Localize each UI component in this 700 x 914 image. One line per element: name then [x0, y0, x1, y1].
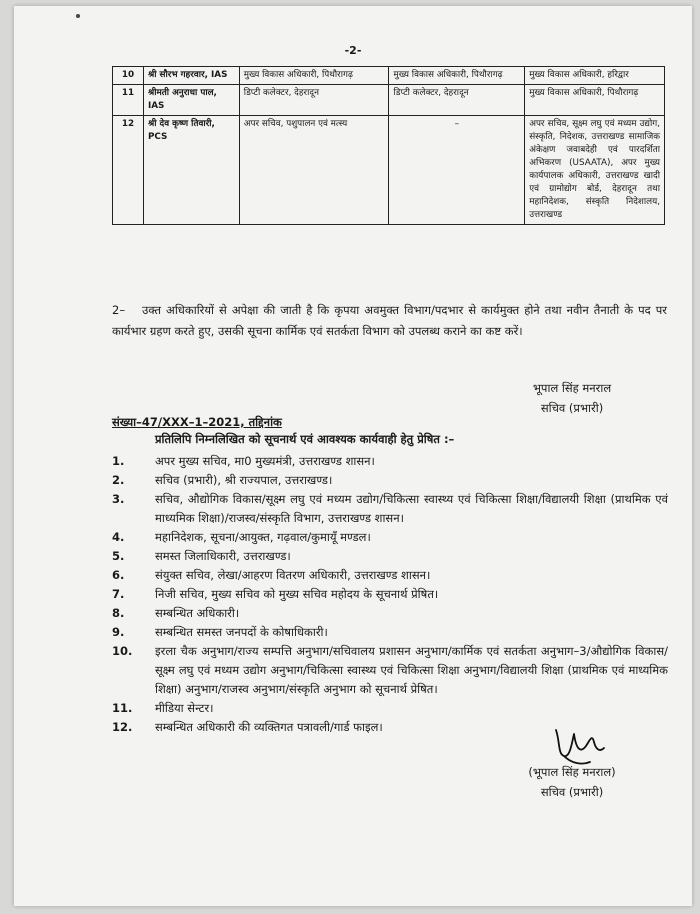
list-item [112, 623, 668, 642]
list-item [112, 471, 668, 490]
scan-mark [76, 14, 80, 18]
paragraph-text: उक्त अधिकारियों से अपेक्षा की जाती है कि कृपया अवमुक्त विभाग/पदभार से कार्यमुक्त होने तथा नवीन तैनाती के पद पर कार्यभार ग्रहण करते हुए, उसकी सूचना कार्मिक एवं सतर्कता विभाग को उपलब्ध कराने का कष्ट करें। [112, 303, 667, 338]
list-item-text: निजी सचिव, मुख्य सचिव को मुख्य सचिव महोदय के सूचनार्थ प्रेषित। [155, 587, 439, 601]
table-row [113, 85, 665, 116]
list-item-number: 3. [112, 492, 125, 506]
list-item [112, 585, 668, 604]
list-item-number: 8. [112, 606, 125, 620]
officer-name: श्री देव कृष्ण तिवारी, PCS [143, 116, 239, 225]
list-item [112, 604, 668, 623]
current-post: अपर सचिव, पशुपालन एवं मत्स्य [239, 116, 389, 225]
row-number: 12 [113, 116, 144, 225]
row-number: 11 [113, 85, 144, 116]
current-post: डिप्टी कलेक्टर, देहरादून [239, 85, 389, 116]
list-item-text: अपर मुख्य सचिव, मा0 मुख्यमंत्री, उत्तराखण्ड शासन। [155, 454, 375, 468]
officer-name: श्री सौरभ गहरवार, IAS [143, 67, 239, 85]
list-item-number: 7. [112, 587, 125, 601]
page-number: -2- [344, 44, 362, 57]
list-item-text: सम्बन्धित अधिकारी की व्यक्तिगत पत्रावली/गार्ड फाइल। [155, 720, 383, 734]
signature-block [502, 378, 642, 418]
signature-block-final [502, 762, 642, 802]
list-item-text: महानिदेशक, सूचना/आयुक्त, गढ़वाल/कुमायूँ मण्डल। [155, 530, 371, 544]
previous-post: डिप्टी कलेक्टर, देहरादून [389, 85, 525, 116]
list-item-number: 4. [112, 530, 125, 544]
list-item-text: सचिव, औद्योगिक विकास/सूक्ष्म लघु एवं मध्यम उद्योग/चिकित्सा स्वास्थ्य एवं चिकित्सा शिक्षा/विद्यालयी शिक्षा (प्राथमिक एवं माध्यमिक शिक्षा)/राजस्व/संस्कृति विभाग, उत्तराखण्ड शासन। [155, 492, 668, 525]
signatory-designation-final: सचिव (प्रभारी) [540, 785, 604, 799]
document-page [14, 6, 692, 906]
new-post: मुख्य विकास अधिकारी, हरिद्वार [525, 67, 665, 85]
list-item-number: 9. [112, 625, 125, 639]
list-item-number: 2. [112, 473, 125, 487]
copy-heading: प्रतिलिपि निम्नलिखित को सूचनार्थ एवं आवश्यक कार्यवाही हेतु प्रेषित :– [155, 432, 455, 446]
officer-name: श्रीमती अनुराधा पाल, IAS [143, 85, 239, 116]
paragraph-number: 2– [112, 303, 126, 317]
signatory-name: भूपाल सिंह मनराल [532, 381, 612, 395]
list-item-number: 10. [112, 644, 133, 658]
previous-post: मुख्य विकास अधिकारी, पिथौरागढ़ [389, 67, 525, 85]
list-item-text: इरला चैक अनुभाग/राज्य सम्पत्ति अनुभाग/सचिवालय प्रशासन अनुभाग/कार्मिक एवं सतर्कता अनुभाग–3/औद्योगिक विकास/सूक्ष्म लघु एवं मध्यम उद्योग अनुभाग/चिकित्सा स्वास्थ्य एवं चिकित्सा शिक्षा अनुभाग/विद्यालयी शिक्षा (प्राथमिक एवं माध्यमिक शिक्षा) अनुभाग/राजस्व अनुभाग/संस्कृति अनुभाग को सूचनार्थ प्रेषित। [155, 644, 668, 696]
new-post: अपर सचिव, सूक्ष्म लघु एवं मध्यम उद्योग, संस्कृति, निदेशक, उत्तराखण्ड सामाजिक अंकेक्षण जवाबदेही एवं पारदर्शिता अभिकरण (USAATA), अपर मुख्य कार्यपालक अधिकारी, उत्तराखण्ड खादी एवं ग्रामोद्योग बोर्ड, देहरादून तथा महानिदेशक, संस्कृति निदेशालय, उत्तराखण्ड [525, 116, 665, 225]
list-item [112, 452, 668, 471]
list-item [112, 490, 668, 528]
signatory-name-final: (भूपाल सिंह मनराल) [528, 765, 616, 779]
list-item [112, 547, 668, 566]
row-number: 10 [113, 67, 144, 85]
list-item-number: 6. [112, 568, 125, 582]
new-post: मुख्य विकास अधिकारी, पिथौरागढ़ [525, 85, 665, 116]
list-item-text: मीडिया सेन्टर। [155, 701, 214, 715]
copy-recipients-list [112, 452, 668, 737]
table-row [113, 116, 665, 225]
table-row [113, 67, 665, 85]
signatory-designation: सचिव (प्रभारी) [540, 401, 604, 415]
list-item [112, 642, 668, 699]
list-item-number: 5. [112, 549, 125, 563]
reference-number: संख्या–47/XXX–1–2021, तद्दिनांक [112, 415, 282, 429]
list-item-number: 11. [112, 701, 133, 715]
officer-transfer-table [112, 66, 665, 225]
list-item [112, 699, 668, 718]
list-item [112, 528, 668, 547]
list-item-text: संयुक्त सचिव, लेखा/आहरण वितरण अधिकारी, उत्तराखण्ड शासन। [155, 568, 431, 582]
list-item-text: सचिव (प्रभारी), श्री राज्यपाल, उत्तराखण्ड। [155, 473, 333, 487]
list-item [112, 566, 668, 585]
list-item-text: समस्त जिलाधिकारी, उत्तराखण्ड। [155, 549, 291, 563]
list-item-number: 1. [112, 454, 125, 468]
previous-post: – [389, 116, 525, 225]
list-item-text: सम्बन्धित समस्त जनपदों के कोषाधिकारी। [155, 625, 328, 639]
list-item-number: 12. [112, 720, 133, 734]
instruction-paragraph [112, 300, 667, 342]
current-post: मुख्य विकास अधिकारी, पिथौरागढ़ [239, 67, 389, 85]
list-item-text: सम्बन्धित अधिकारी। [155, 606, 240, 620]
